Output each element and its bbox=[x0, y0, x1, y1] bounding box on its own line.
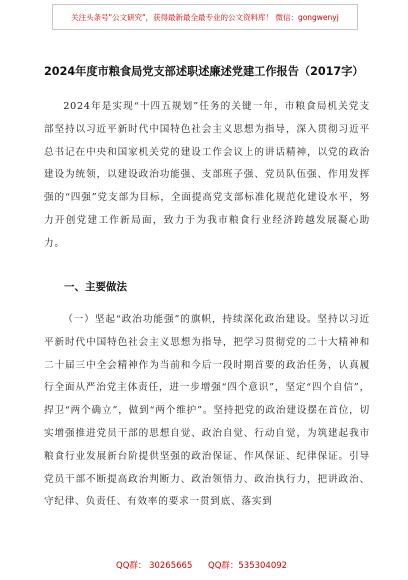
footer-qq-group-1: QQ群： 30265665 bbox=[116, 561, 193, 571]
promo-banner-text: 关注头条号"公文研究"，获得最新最全最专业的公文资料库！ 微信：gongwenyj bbox=[52, 4, 358, 30]
intro-paragraph: 2024年是实现“十四五规划”任务的关键一年，市粮食局机关党支部坚持以习近平新时代中国特色社会主义思想为指导，深入贯彻习近平总书记在中央和国家机关党的建设工作会议上的讲话精神，以党的政治建设为统领，以建设政治功能强、支部班子强、党员队伍强、作用发挥强的“四强”党支部为目标，全面提高党支部标准化规范化建设水平，努力开创党建工作新局面，致力于为我市粮食行业经济跨越发展凝心助力。 bbox=[44, 101, 370, 249]
footer-qq-group-2: QQ群：535304092 bbox=[208, 561, 288, 571]
document-title: 2024年度市粮食局党支部述职述廉述党建工作报告（2017字） bbox=[44, 65, 364, 78]
section-paragraph: （一）坚起“政治功能强”的旗帜，持续深化政治建设。坚持以习近平新时代中国特色社会主义思想为指导，把学习贯彻党的二十大精神和二十届三中全会精神作为当前和今后一段时期首要的政治任务，认真履行全面从严治党主体责任，进一步增强“四个意识”，坚定“四个自信”，捍卫“两个确立”，做到“两个维护”。坚持把党的政治建设摆在首位，切实增强推进党员干部的思想自觉、政治自觉、行动自觉，为筑建起我市粮食行业发展新台阶提供坚强的政治保证、作风保证、纪律保证。引导党员干部不断提高政治判断力、政治领悟力、政治执行力，把讲政治、守纪律、负责任、有效率的要求一贯到底、落实到 bbox=[44, 314, 370, 508]
section-heading: 一、主要做法 bbox=[64, 281, 127, 293]
footer bbox=[0, 556, 408, 576]
top-banner bbox=[0, 0, 408, 46]
